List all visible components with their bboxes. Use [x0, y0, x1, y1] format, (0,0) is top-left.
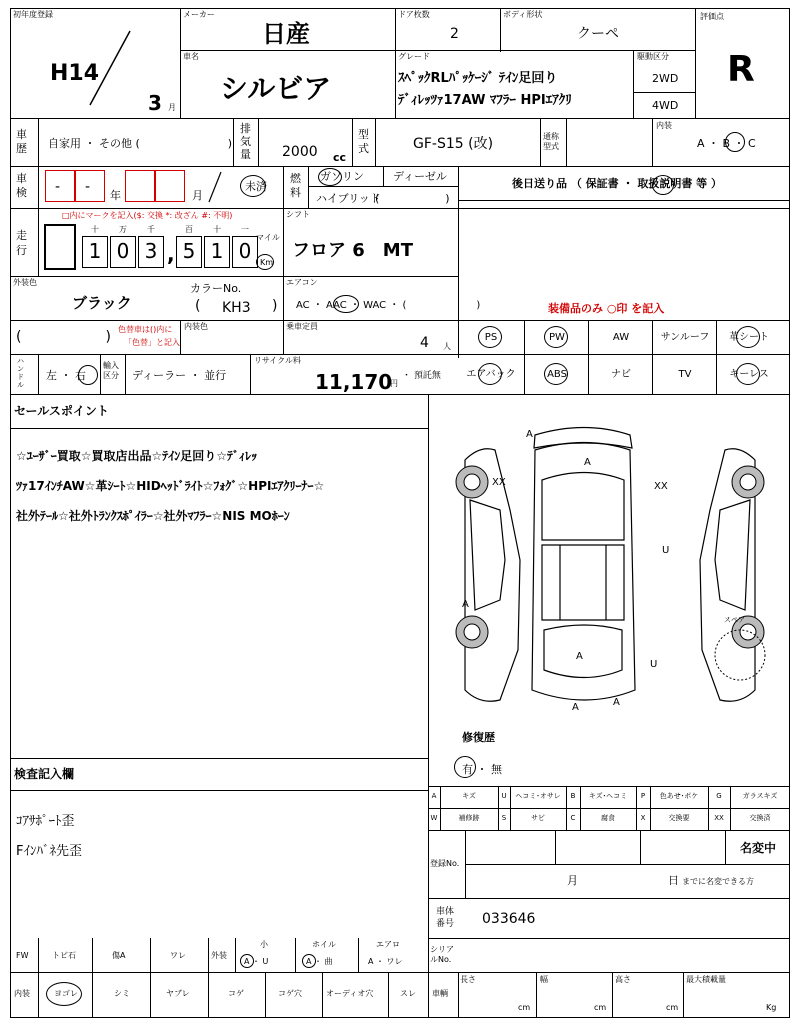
- aero-label: エアロ: [376, 940, 400, 949]
- width-unit: cm: [594, 1003, 607, 1012]
- mark-box: [44, 224, 76, 270]
- damage-mark: A: [613, 697, 620, 708]
- inspection-label: 車検: [16, 172, 27, 199]
- km-unit: Km: [260, 258, 274, 267]
- int-item-6: オーディオ穴: [326, 989, 374, 998]
- legend-cell: ガラスキズ: [742, 792, 778, 800]
- width-label: 幅: [540, 975, 548, 984]
- fuel-gasoline: ガソリン: [320, 170, 364, 183]
- equipment-item: PS: [484, 332, 498, 343]
- interior-grade: A ・ B ・ C: [697, 137, 756, 150]
- handle: 左 ・ 右: [46, 369, 86, 382]
- body-type: クーペ: [577, 26, 619, 42]
- month-reg: 3: [148, 91, 162, 115]
- color-change-note2: 「色替」と記入: [124, 338, 180, 347]
- reg-day: 日: [668, 874, 679, 887]
- aac-circle: [333, 295, 359, 313]
- insp-month-unit: 月: [192, 189, 203, 202]
- equipment-item: 革シート: [729, 332, 769, 343]
- ac-label: エアコン: [286, 278, 318, 287]
- fw-item-2: 傷A: [112, 951, 126, 960]
- wheel-label: ホイル: [312, 940, 336, 949]
- sales-line2: ﾂｧ17ｲﾝﾁAW☆革ｼｰﾄ☆HIDﾍｯﾄﾞﾗｲﾄ☆ﾌｫｸﾞ☆HPIｴｱｸﾘｰﾅｰ☆: [16, 479, 325, 493]
- ext-label: 外装: [211, 951, 227, 960]
- legend-cell: XX: [714, 814, 724, 822]
- yen-unit: 円: [390, 379, 398, 388]
- handle-label: ハンドル: [17, 357, 24, 389]
- maker: 日産: [262, 20, 310, 48]
- dims-label: 車輌: [432, 989, 448, 998]
- stain-circle: [46, 982, 82, 1006]
- height-unit: cm: [666, 1003, 679, 1012]
- insp-slash: [205, 170, 225, 204]
- small-value: A ・ U: [244, 957, 269, 966]
- legend-cell: G: [716, 792, 722, 800]
- int-label: 内装: [14, 989, 30, 998]
- insp-month-box2: [155, 170, 185, 202]
- history-label: 車歴: [16, 128, 27, 155]
- body-label: ボディ形状: [503, 10, 543, 19]
- fw-label: FW: [16, 951, 29, 960]
- legend-cell: P: [640, 792, 646, 800]
- grade-label: グレード: [398, 52, 430, 61]
- sales-line3: 社外ﾃｰﾙ☆社外ﾄﾗﾝｸｽﾎﾟｲﾗｰ☆社外ﾏﾌﾗｰ☆NIS MOﾎｰﾝ: [16, 509, 290, 523]
- length-unit: cm: [518, 1003, 531, 1012]
- common-model-label: 通称型式: [543, 132, 559, 151]
- mark-note: □内にマークを記入($: 交換 *: 改ざん #: 不明): [62, 211, 233, 220]
- small-label: 小: [260, 940, 268, 949]
- grade-line1: ｽﾍﾟｯｸRLﾊﾟｯｹｰｼﾞ ﾃｲﾝ足回り: [398, 71, 558, 86]
- chassis-number: 033646: [482, 911, 536, 927]
- equipment-item: ナビ: [611, 369, 631, 380]
- exterior-label: 外装色: [13, 278, 37, 287]
- equipment-check-circle: [736, 326, 760, 348]
- month-unit: 月: [168, 103, 176, 112]
- expired-circle: [240, 175, 266, 197]
- int-item-3: ヤブレ: [166, 989, 190, 998]
- year-reg: H14: [50, 61, 100, 86]
- legend-cell: キズ･ヘコミ: [588, 792, 628, 800]
- repair-label: 修復歴: [462, 731, 495, 744]
- reg-month: 月: [567, 874, 578, 887]
- recycle-fee: 11,170: [315, 370, 393, 394]
- docs-label: 後日送り品 （ 保証書 ・ 取扱説明書 等 ）: [512, 177, 722, 190]
- sales-line1: ☆ﾕｰｻﾞｰ買取☆買取店出品☆ﾃｲﾝ足回り☆ﾃﾞｨﾚｯ: [16, 449, 258, 463]
- interior-color-label: 内装色: [184, 322, 208, 331]
- damage-mark: XX: [492, 477, 506, 488]
- legend-cell: A: [431, 792, 437, 800]
- shift: フロア 6 MT: [292, 240, 413, 261]
- damage-mark: XX: [654, 481, 668, 492]
- reg-label: 登録No.: [430, 859, 460, 868]
- legend-cell: X: [640, 814, 646, 822]
- legend-cell: 交換済: [749, 814, 771, 822]
- inspection-line1: ｺｱｻﾎﾟｰﾄ歪: [16, 814, 75, 829]
- serial-label: シリアルNo.: [430, 945, 454, 964]
- ac: AC ・ AAC ・ WAC ・ ( ): [296, 300, 481, 311]
- car-name-label: 車名: [183, 52, 199, 61]
- mileage-unit-label: 千: [147, 225, 155, 234]
- legend-cell: キズ: [462, 792, 476, 800]
- paren-close: ): [272, 298, 278, 314]
- drive-2wd: 2WD: [652, 72, 679, 85]
- color-no: KH3: [222, 300, 251, 316]
- mileage-digit: 0: [232, 236, 258, 268]
- maker-label: メーカー: [183, 10, 215, 19]
- capacity: 4: [420, 335, 429, 351]
- legend-cell: C: [570, 814, 576, 822]
- damage-mark: A: [576, 651, 583, 662]
- car-name: シルビア: [220, 72, 332, 105]
- mileage-unit-label: 十: [213, 225, 221, 234]
- inspection-title: 検査記入欄: [14, 767, 75, 781]
- legend-cell: 腐食: [601, 814, 615, 822]
- fuel-diesel: ディーゼル: [393, 170, 447, 183]
- displacement: 2000: [282, 144, 318, 160]
- mileage-unit-label: 十: [91, 225, 99, 234]
- cc-unit: cc: [333, 151, 347, 164]
- equipment-check-circle: [478, 363, 502, 385]
- equipment-check-circle: [478, 326, 502, 348]
- insp-month-box1: [125, 170, 155, 202]
- manual-circle: [652, 175, 674, 195]
- int-item-4: コゲ: [228, 989, 244, 998]
- drive-label: 駆動区分: [637, 52, 669, 61]
- damage-mark: A: [526, 429, 533, 440]
- interior-b-circle: [725, 132, 745, 152]
- wheel-a-circle: [302, 954, 316, 968]
- weight-unit: Kg: [766, 1003, 777, 1012]
- repair-value: 有 ・ 無: [462, 763, 502, 776]
- legend-cell: B: [570, 792, 576, 800]
- import-type: ディーラー ・ 並行: [132, 369, 227, 382]
- small-a-circle: [240, 954, 254, 968]
- mileage-digit: 5: [176, 236, 202, 268]
- legend-cell: 補修跡: [458, 814, 480, 822]
- equipment-check-circle: [736, 363, 760, 385]
- repair-yes-circle: [454, 756, 476, 778]
- aero-value: A ・ ワレ: [368, 957, 403, 966]
- grade-line2: ﾃﾞｨﾚｯﾂｧ17AW ﾏﾌﾗｰ HPIｴｱｸﾘ: [398, 93, 572, 108]
- mileage-digit: 0: [110, 236, 136, 268]
- doors-label: ドア枚数: [398, 10, 430, 19]
- legend-cell: 色あせ･ボケ: [659, 792, 699, 800]
- int-item-5: コゲ穴: [278, 989, 302, 998]
- mileage-unit-label: 百: [185, 225, 193, 234]
- gasoline-circle: [318, 168, 342, 186]
- insp-dash2: -: [85, 179, 91, 195]
- insp-year-unit: 年: [110, 189, 121, 202]
- history: 自家用 ・ その他 ( ): [48, 137, 233, 150]
- shift-label: シフト: [286, 210, 310, 219]
- fw-item-3: ワレ: [170, 951, 186, 960]
- paren-open: (: [195, 298, 201, 314]
- damage-mark: U: [662, 545, 670, 556]
- equipment-check-circle: [544, 363, 568, 385]
- name-change: 名変中: [740, 841, 777, 855]
- equipment-check-circle: [544, 326, 568, 348]
- rating: R: [727, 49, 755, 90]
- mile-unit: マイル: [256, 233, 280, 242]
- equipment-item: PW: [549, 332, 565, 343]
- spare-label: スペア: [724, 616, 745, 624]
- mileage-digit: 3: [138, 236, 164, 268]
- int-item-1: ヨゴレ: [54, 989, 78, 998]
- fuel-hybrid: ハイブリッド: [316, 192, 381, 205]
- int-item-7: スレ: [400, 989, 416, 998]
- reg-deadline: までに名変できる方: [682, 877, 754, 886]
- sales-title: セールスポイント: [14, 404, 109, 418]
- height-label: 高さ: [615, 975, 631, 984]
- damage-mark: A: [462, 599, 469, 610]
- km-circle: [256, 254, 274, 270]
- rating-label: 評価点: [700, 12, 724, 21]
- damage-mark: A: [572, 702, 579, 713]
- weight-label: 最大積載量: [686, 975, 726, 984]
- legend-cell: U: [501, 792, 507, 800]
- interior-label: 内装: [656, 121, 672, 130]
- wheel-value: A ・ 曲: [306, 957, 333, 966]
- model-label: 型式: [358, 128, 369, 155]
- chassis-label: 車体番号: [436, 907, 455, 929]
- color-no-label: カラーNo.: [190, 282, 242, 295]
- legend-cell: S: [501, 814, 507, 822]
- equipment-item: TV: [678, 369, 692, 380]
- equipment-item: サンルーフ: [660, 332, 710, 343]
- doors: 2: [450, 26, 459, 42]
- color-change-note1: 色替車は()内に: [118, 325, 173, 334]
- handle-right-circle: [78, 365, 98, 385]
- legend-cell: サビ: [531, 814, 545, 822]
- slash-divider: [85, 28, 135, 108]
- equip-title: 装備品のみ ○印 を記入: [548, 302, 665, 315]
- exterior-color: ブラック: [72, 294, 132, 312]
- capacity-label: 乗車定員: [286, 322, 318, 331]
- insp-dash1: -: [55, 179, 61, 195]
- car-damage-diagram: [440, 420, 780, 720]
- drive-4wd: 4WD: [652, 99, 679, 112]
- legend-cell: W: [430, 814, 438, 822]
- equipment-item: AW: [612, 332, 630, 343]
- year-reg-label: 初年度登録: [13, 10, 53, 19]
- fuel-label: 燃料: [290, 172, 301, 199]
- mileage-comma: ,: [167, 242, 175, 266]
- mileage-digit: 1: [204, 236, 230, 268]
- displacement-label: 排気量: [240, 122, 251, 161]
- equipment-item: キーレス: [729, 369, 769, 380]
- fw-item-1: トビ石: [52, 951, 76, 960]
- equipment-item: ABS: [547, 369, 567, 380]
- length-label: 長さ: [460, 975, 476, 984]
- legend-cell: ヘコミ･オサレ: [515, 792, 561, 800]
- legend-cell: 交換要: [668, 814, 690, 822]
- model: GF-S15 (改): [413, 136, 494, 152]
- recycle-label: リサイクル料: [254, 356, 301, 365]
- equipment-item: エアバック: [466, 369, 516, 380]
- mileage-label: 走行: [16, 229, 27, 257]
- row6-paren: ( ): [16, 329, 111, 345]
- mileage-digit: 1: [82, 236, 108, 268]
- int-item-2: シミ: [114, 989, 130, 998]
- fuel-paren: ( ): [375, 192, 450, 205]
- mileage-unit-label: 一: [241, 225, 249, 234]
- inspection-line2: Fｲﾝﾊﾞﾈ先歪: [16, 844, 82, 859]
- mileage-unit-label: 万: [119, 225, 127, 234]
- damage-mark: U: [650, 659, 658, 670]
- damage-mark: A: [584, 457, 591, 468]
- insp-expired: 未済: [245, 180, 267, 193]
- deposit: ・ 預託無: [402, 371, 441, 381]
- import-label: 輸入区分: [103, 361, 119, 380]
- capacity-unit: 人: [443, 342, 451, 351]
